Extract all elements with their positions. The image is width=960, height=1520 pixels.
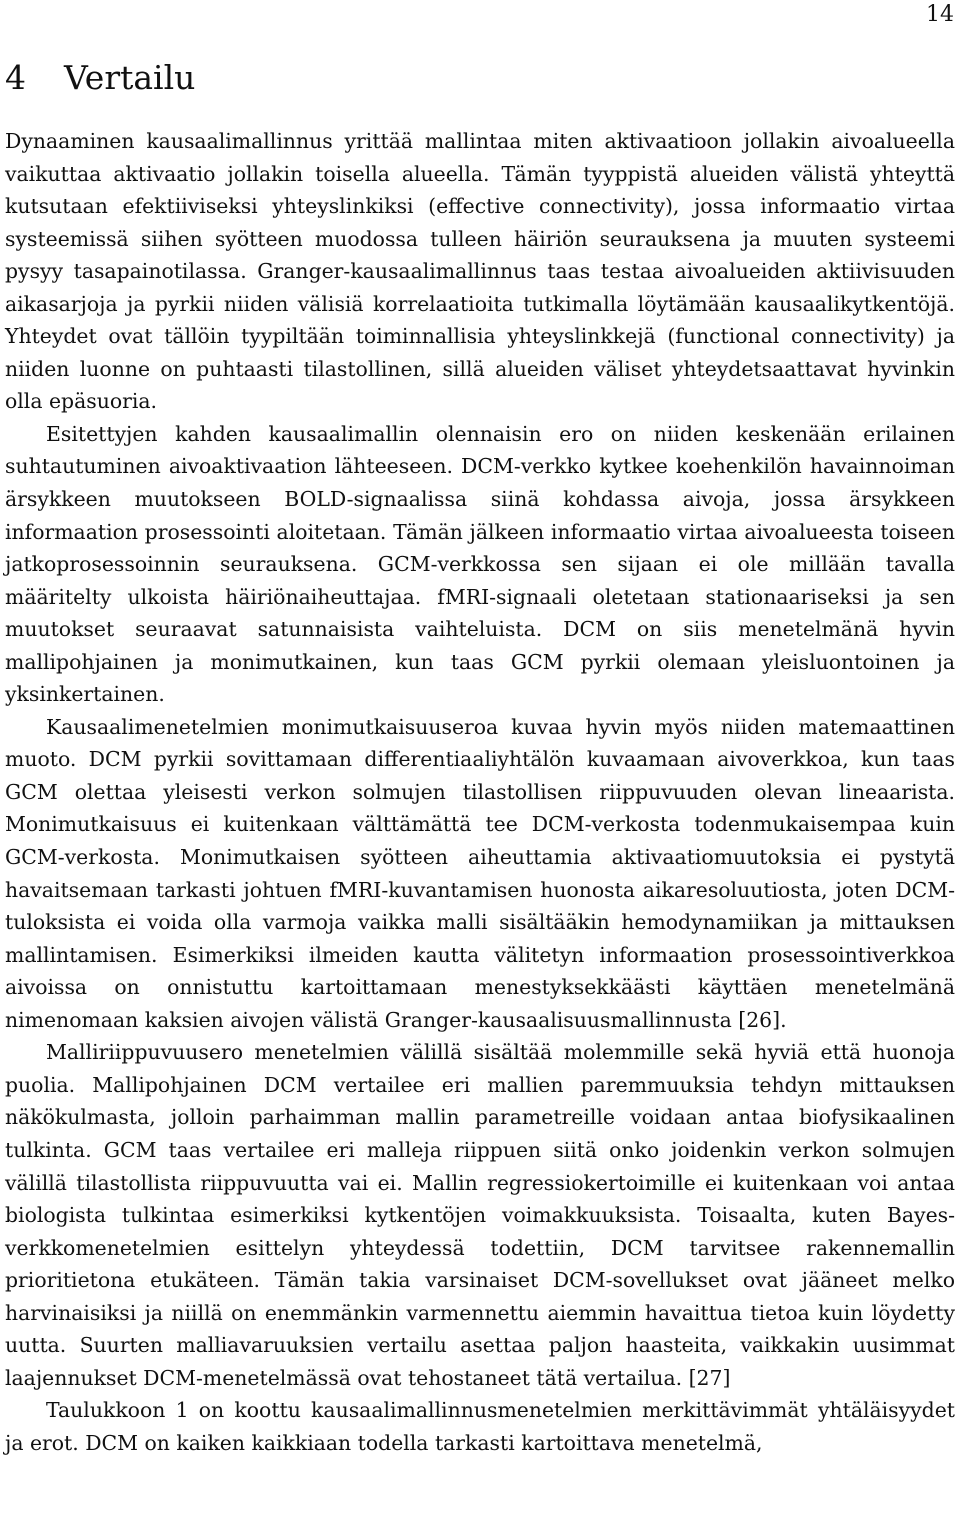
section-heading xyxy=(5,56,195,100)
paragraph: Taulukkoon 1 on koottu kausaalimallinnusmenetelmien merkittävimmät yhtäläisyydet ja erot. DCM on kaiken kaikkiaan todella tarkasti kartoittava menetelmä, xyxy=(5,1398,955,1455)
section-number: 4 xyxy=(5,58,26,97)
paragraph: Esitettyjen kahden kausaalimallin olennaisin ero on niiden keskenään erilainen suhtautuminen aivoaktivaation lähteeseen. DCM-verkko kytkee koehenkilön havainnoiman ärsykkeen muutokseen BOLD-signaalissa siinä kohdassa aivoja, jossa ärsykkeen informaation prosessointi aloitetaan. Tämän jälkeen informaatio virtaa aivoalueesta toiseen jatkoprosessoinnin seurauksena. GCM-verkkossa sen sijaan ei ole millään tavalla määritelty ulkoista häiriönaiheuttajaa. fMRI-signaali oletetaan stationaariseksi ja sen muutokset seuraavat satunnaisista vaihteluista. DCM on siis menetelmänä hyvin mallipohjainen ja monimutkainen, kun taas GCM pyrkii olemaan yleisluontoinen ja yksinkertainen. xyxy=(5,421,955,707)
paragraph: Malliriippuvuusero menetelmien välillä sisältää molemmille sekä hyviä että huonoja puolia. Mallipohjainen DCM vertailee eri mallien paremmuuksia tehdyn mittauksen näkökulmasta, jolloin parhaimman mallin parametreille voidaan antaa biofysikaalinen tulkinta. GCM taas vertailee eri malleja riippuen siitä onko joidenkin verkon solmujen välillä tilastollista riippuvuutta vai ei. Mallin regressiokertoimille ei kuitenkaan voi antaa biologista tulkintaa esimerkiksi kytkentöjen voimakkuuksista. Toisaalta, kuten Bayes-verkkomenetelmien esittelyn yhteydessä todettiin, DCM tarvitsee rakennemallin prioritietona etukäteen. Tämän takia varsinaiset DCM-sovellukset ovat jääneet melko harvinaisiksi ja niillä on enemmänkin varmennettu aiemmin havaittua tietoa kuin löydetty uutta. Suurten malliavaruuksien vertailu asettaa paljon haasteita, vaikkakin uusimmat laajennukset DCM-menetelmässä ovat tehostaneet tätä vertailua. [27] xyxy=(5,1040,955,1390)
paragraph: Kausaalimenetelmien monimutkaisuuseroa kuvaa hyvin myös niiden matemaattinen muoto. DCM pyrkii sovittamaan differentiaaliyhtälön kuvaamaan aivoverkkoa, kun taas GCM olettaa yleisesti verkon solmujen tilastollisen riippuvuuden olevan lineaarista. Monimutkaisuus ei kuitenkaan välttämättä tee DCM-verkosta todenmukaisempaa kuin GCM-verkosta. Monimutkaisen syötteen aiheuttamia aktivaatiomuutoksia ei pystytä havaitsemaan tarkasti johtuen fMRI-kuvantamisen huonosta aikaresoluutiosta, joten DCM-tuloksista ei voida olla varmoja vaikka malli sisältääkin hemodynamiikan ja mittauksen mallintamisen. Esimerkiksi ilmeiden kautta välitetyn informaation prosessointiverkkoa aivoissa on onnistuttu kartoittamaan menestyksekkäästi käyttäen menetelmänä nimenomaan kaksien aivojen välistä Granger-kausaalisuusmallinnusta [26]. xyxy=(5,714,955,1032)
paragraph: Dynaaminen kausaalimallinnus yrittää mallintaa miten aktivaatioon jollakin aivoalueella vaikuttaa aktivaatio jollakin toisella alueella. Tämän tyyppistä alueiden välistä yhteyttä kutsutaan efektiiviseksi yhteyslinkiksi (effective connectivity), jossa informaatio virtaa systeemissä siihen syötteen muodossa tulleen häiriön seurauksena ja muuten systeemi pysyy tasapainotilassa. Granger-kausaalimallinnus taas testaa aivoalueiden aktiivisuuden aikasarjoja ja pyrkii niiden välisiä korrelaatioita tutkimalla löytämään kausaalikytkentöjä. Yhteydet ovat tällöin tyypiltään toiminnallisia yhteyslinkkejä (functional connectivity) ja niiden luonne on puhtaasti tilastollinen, sillä alueiden väliset yhteydetsaattavat hyvinkin olla epäsuoria. xyxy=(5,129,955,414)
section-title: Vertailu xyxy=(64,58,196,97)
page-number: 14 xyxy=(926,2,954,27)
body-text xyxy=(5,125,955,1459)
